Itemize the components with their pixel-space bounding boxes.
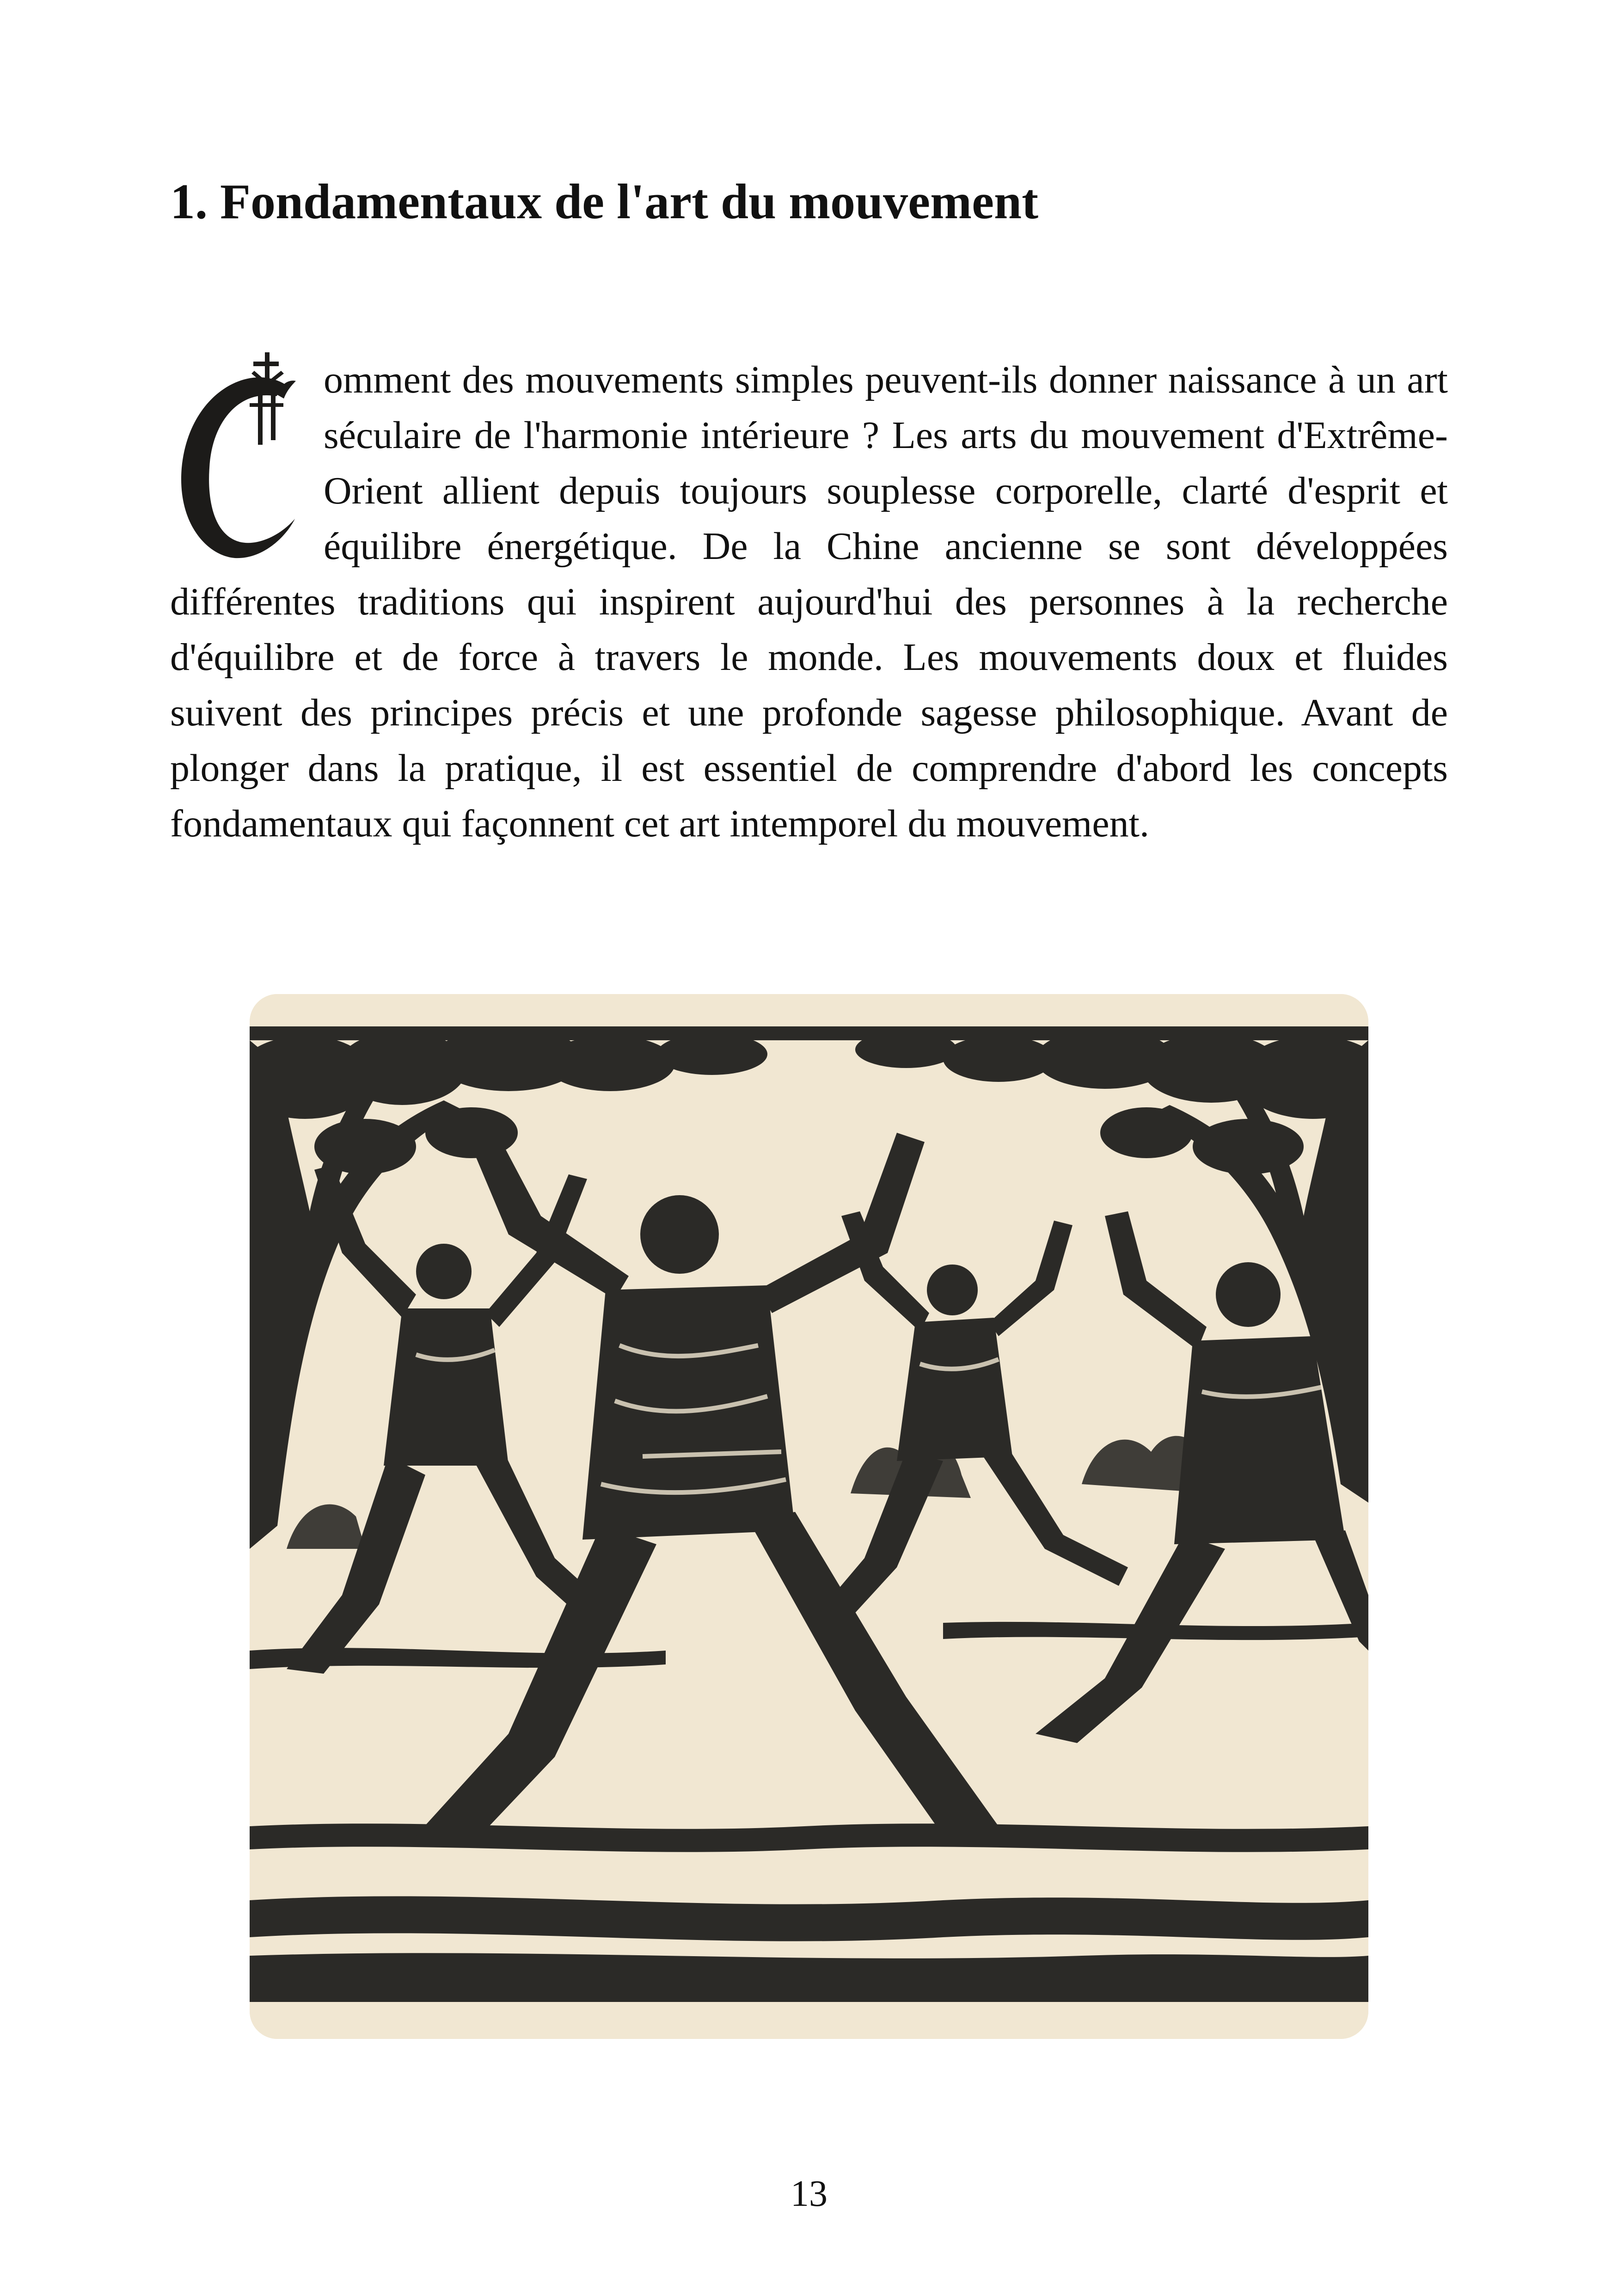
woodcut-scene-icon: [250, 994, 1368, 2039]
chapter-heading: 1. Fondamentaux de l'art du mouvement: [170, 174, 1039, 229]
page-number: 13: [791, 2173, 827, 2214]
intro-paragraph: [170, 352, 1448, 852]
tai-chi-illustration: [250, 994, 1368, 2039]
drop-cap: [170, 352, 324, 574]
drop-cap-calligraphy-icon: [170, 352, 324, 574]
intro-text: omment des mouvements simples peuvent-ils donner naissance à un art séculaire de l'harmonie intérieure ? Les arts du mouvement d'Extrême-Orient allient depuis toujours souplesse corporelle, clarté d'esprit et équilibre énergétique. De la Chine ancienne se sont développées différentes traditions qui inspirent aujourd'hui des personnes à la recherche d'équilibre et de force à travers le monde. Les mouvements doux et fluides suivent des principes précis et une profonde sagesse philosophique. Avant de plonger dans la pratique, il est essentiel de comprendre d'abord les concepts fondamentaux qui façonnent cet art intemporel du mouvement.: [170, 358, 1448, 845]
